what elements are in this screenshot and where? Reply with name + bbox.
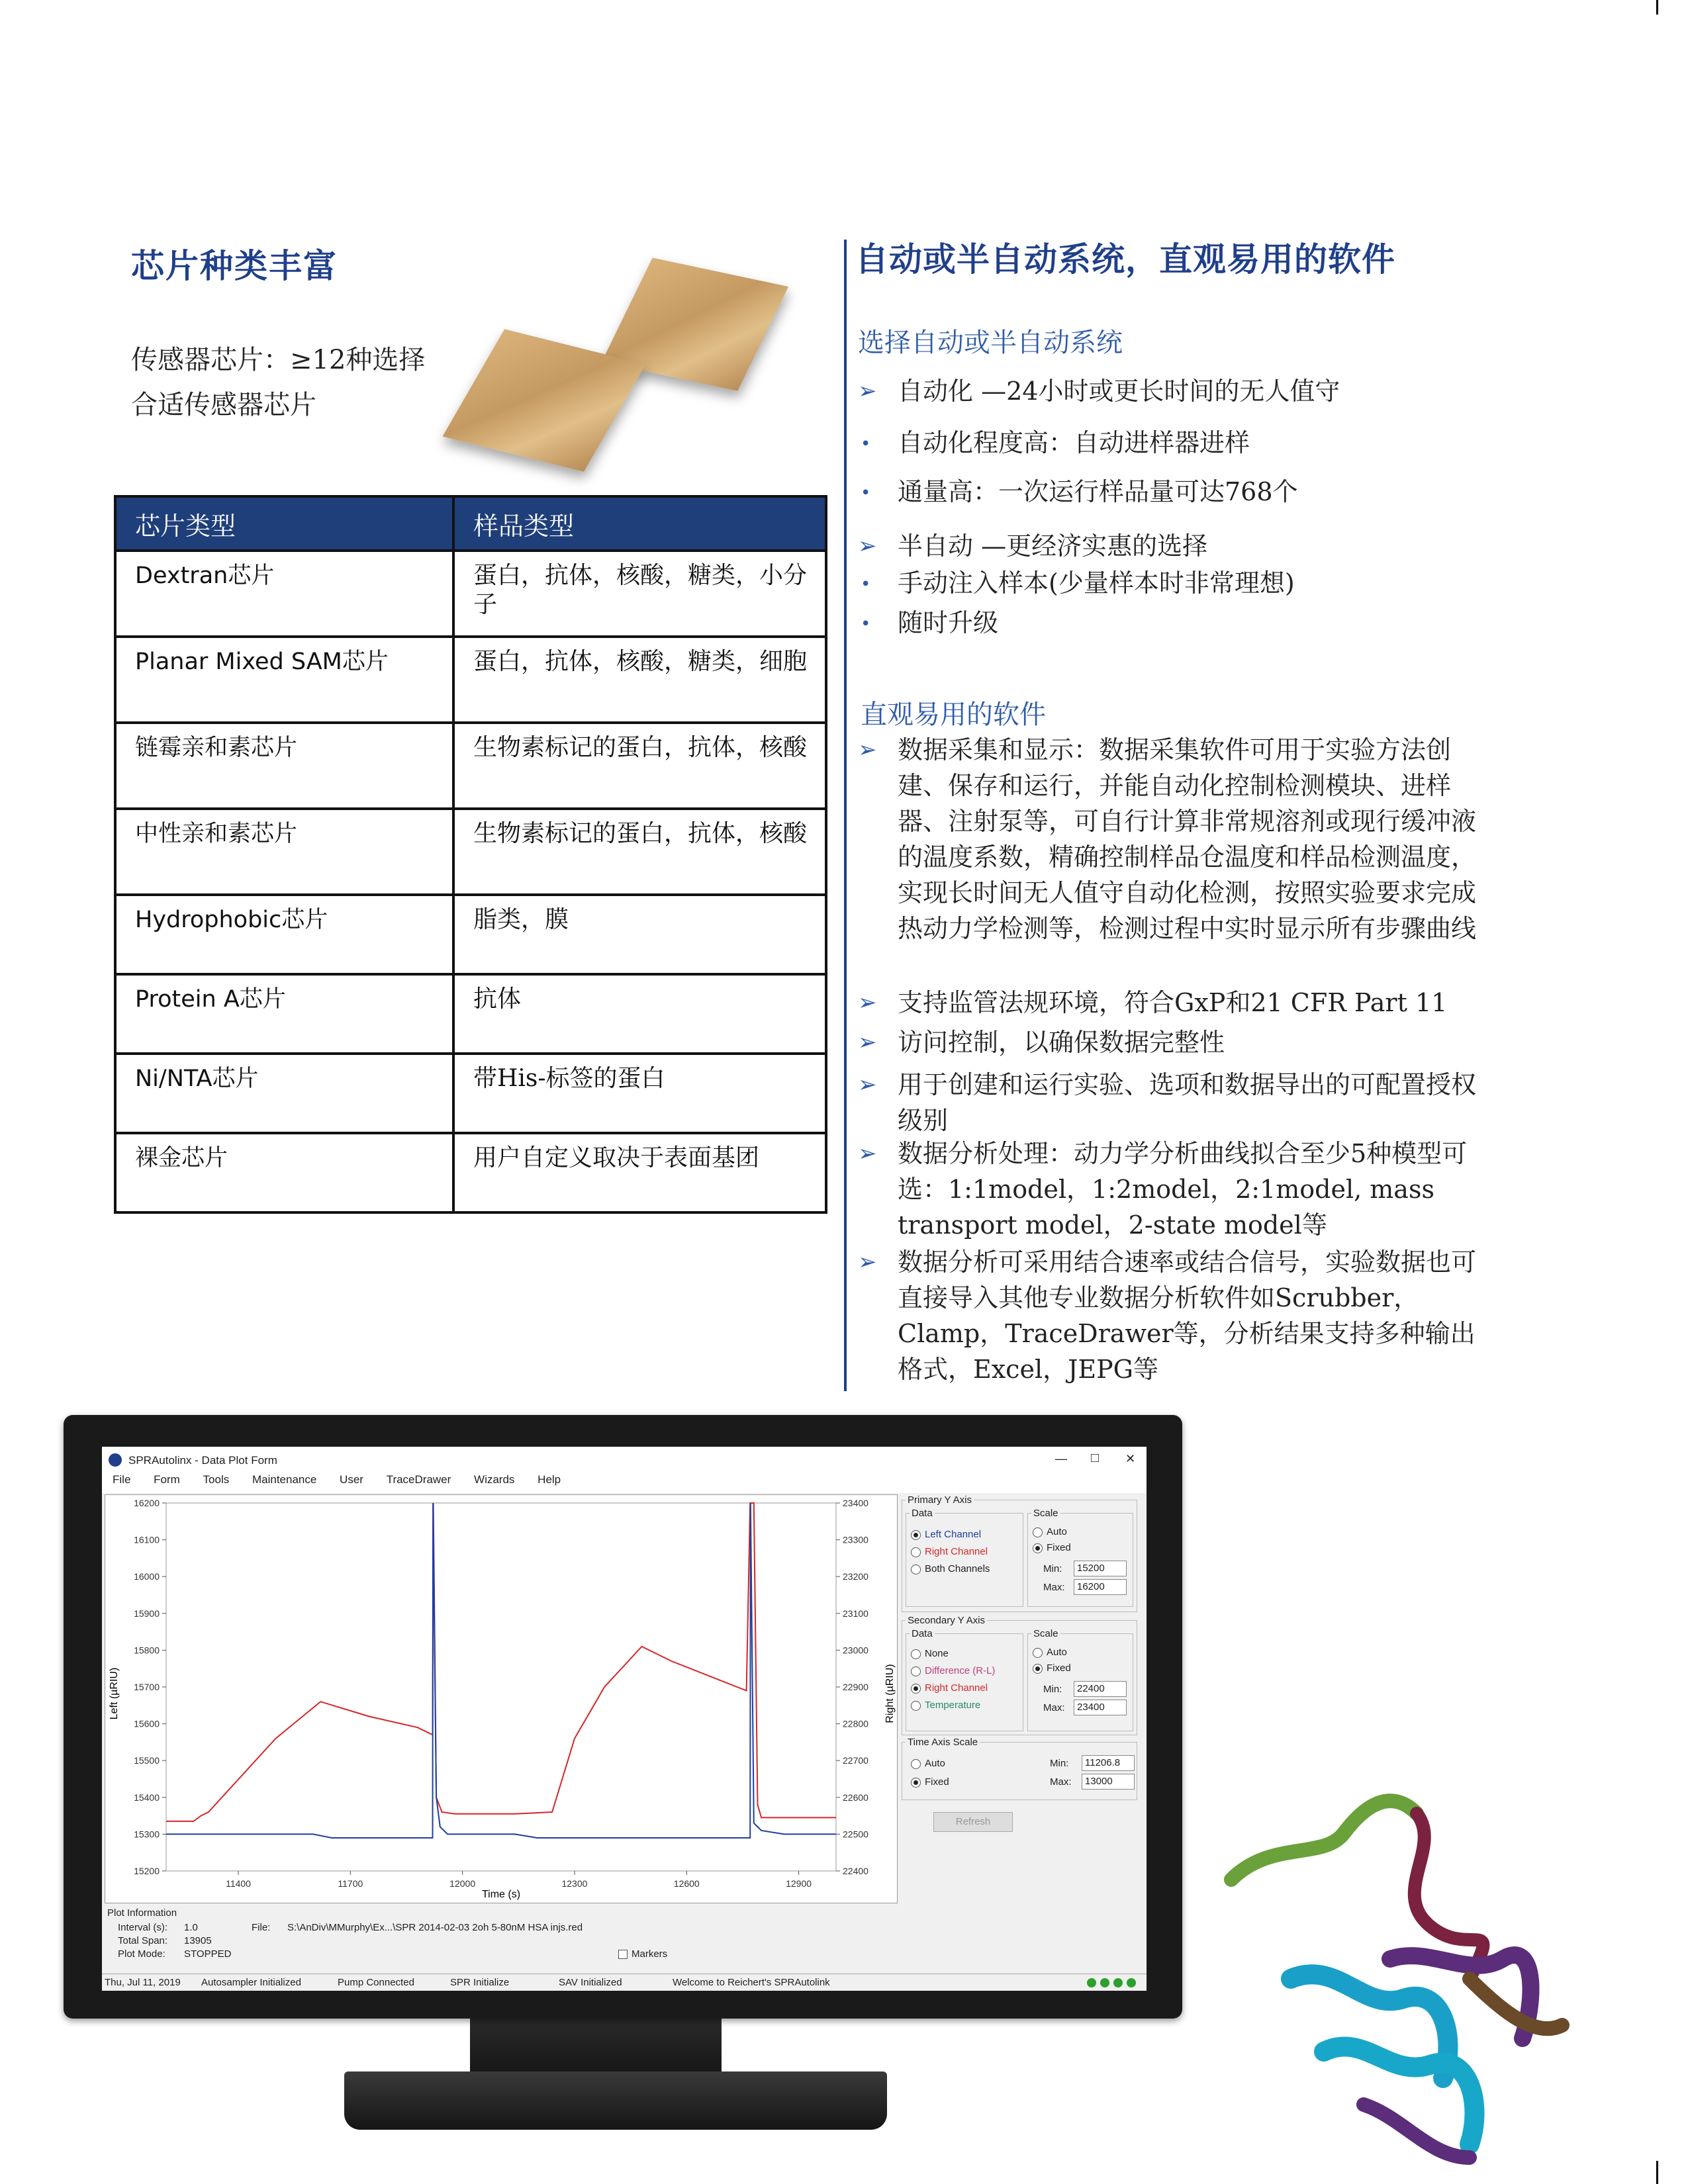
radio-icon [911,1547,921,1557]
dot-bullet-icon: • [861,574,871,594]
y-tick-label: 15300 [134,1829,160,1840]
status-welcome: Welcome to Reichert's SPRAutolink [673,1977,830,1988]
chip-type-table [114,495,827,1214]
checkbox-icon [618,1950,628,1959]
mode-value: STOPPED [184,1948,232,1960]
chips-section-title: 芯片种类丰富 [131,246,338,285]
column-divider [844,240,847,1391]
refresh-button[interactable]: Refresh [933,1812,1013,1832]
radio-both-channels[interactable]: Both Channels [911,1563,990,1574]
markers-checkbox[interactable]: Markers [618,1948,667,1960]
table-cell: 抗体 [453,974,826,1054]
primary-y-data-group [906,1513,1023,1607]
time-axis-group [902,1742,1137,1800]
radio-icon [911,1759,921,1769]
y2-tick-label: 22600 [843,1792,868,1803]
y2-tick-label: 22900 [843,1682,868,1692]
status-pump: Pump Connected [338,1977,414,1988]
list-item: • 自动化程度高：自动进样器进样 [858,425,1500,461]
y-tick-label: 15400 [134,1792,160,1803]
list-item: ➢ 数据采集和显示：数据采集软件可用于实验方法创建、保存和运行，并能自动化控制检测模块、进样器、注射泵等，可自行计算非常规溶剂或现行缓冲液的温度系数，精确控制样品仓温度和样品检测温度，实现长时间无人值守自动化检测，按照实验要求完成热动力学检测等，检测过程中实时显示所有步骤曲线 [858,732,1493,946]
series-line-0 [166,1503,836,1821]
plot-information [105,1906,896,1972]
y-axis-label: Left (µRIU) [109,1667,120,1720]
window-titlebar [102,1447,1147,1473]
radio-icon [911,1565,921,1574]
primary-min-field[interactable]: 15200 [1074,1561,1127,1576]
table-row [115,1133,826,1212]
table-cell: Hydrophobic芯片 [115,895,453,974]
secondary-min-field[interactable]: 22400 [1074,1681,1127,1697]
table-cell: Dextran芯片 [115,551,453,637]
table-cell: 中性亲和素芯片 [115,809,453,895]
time-min-field[interactable]: 11206.8 [1082,1755,1135,1771]
axis-settings-panel [902,1494,1143,1902]
list-item: ➢ 访问控制，以确保数据完整性 [858,1024,1500,1060]
time-max-label: Max: [1050,1776,1072,1788]
radio-icon [1033,1527,1043,1537]
radio-time-fixed[interactable]: Fixed [911,1776,949,1788]
app-logo-icon [109,1453,122,1467]
radio-primary-fixed[interactable]: Fixed [1033,1542,1071,1553]
crop-mark-bottom [1656,2161,1658,2184]
primary-y-data-title: Data [910,1508,935,1519]
status-indicator-icon [1113,1978,1123,1987]
y2-tick-label: 22500 [843,1829,868,1840]
crop-mark-top [1656,0,1658,15]
x-tick-label: 12600 [673,1878,700,1889]
list-item: • 随时升级 [858,605,1500,641]
menu-wizards[interactable]: Wizards [474,1473,515,1486]
list-item: ➢ 用于创建和运行实验、选项和数据导出的可配置授权级别 [858,1067,1493,1138]
secondary-min-label: Min: [1043,1684,1062,1695]
table-row [115,895,826,974]
radio-secondary-fixed[interactable]: Fixed [1033,1662,1071,1674]
table-row [115,974,826,1054]
table-cell: 生物素标记的蛋白，抗体，核酸 [453,723,826,809]
table-cell: 脂类，膜 [453,895,826,974]
chips-intro [131,338,425,428]
status-sav: SAV Initialized [559,1977,622,1988]
window-title: SPRAutolinx - Data Plot Form [128,1454,277,1467]
x-tick-label: 12300 [561,1878,588,1889]
table-cell: Planar Mixed SAM芯片 [115,637,453,723]
monitor-stand-base [344,2071,887,2130]
menu-user[interactable]: User [340,1473,363,1486]
y-tick-label: 16200 [134,1498,160,1508]
menu-bar [102,1473,1147,1493]
chips-intro-line1: 传感器芯片：≥12种选择 [131,345,426,375]
dot-bullet-icon: • [861,614,871,634]
primary-max-label: Max: [1043,1582,1065,1593]
y-tick-label: 16000 [134,1571,160,1582]
list-item: • 手动注入样本(少量样本时非常理想) [858,565,1500,601]
y-tick-label: 15500 [134,1755,160,1766]
arrow-bullet-icon: ➢ [858,1071,877,1098]
status-bar [102,1974,1147,1991]
primary-max-field[interactable]: 16200 [1074,1579,1127,1595]
secondary-y-data-title: Data [910,1628,935,1639]
radio-selected-icon [1033,1664,1043,1674]
radio-icon [911,1649,921,1659]
radio-selected-icon [911,1684,921,1694]
y2-tick-label: 23200 [843,1571,868,1582]
status-indicator-icon [1087,1978,1096,1987]
x-tick-label: 12000 [449,1878,476,1889]
arrow-bullet-icon: ➢ [858,989,877,1016]
menu-maintenance[interactable]: Maintenance [252,1473,317,1486]
y-tick-label: 15600 [134,1718,160,1729]
subheading-automation: 选择自动或半自动系统 [858,328,1123,358]
menu-help[interactable]: Help [538,1473,561,1486]
dot-bullet-icon: • [861,434,871,454]
radio-icon [911,1701,921,1711]
arrow-bullet-icon: ➢ [858,1029,877,1056]
radio-selected-icon [1033,1543,1043,1553]
span-value: 13905 [184,1935,212,1946]
arrow-bullet-icon: ➢ [858,737,877,763]
plot-info-heading: Plot Information [107,1907,177,1919]
list-item: ➢ 支持监管法规环境，符合GxP和21 CFR Part 11 [858,985,1500,1021]
table-header-chip-type: 芯片类型 [115,496,453,551]
chips-intro-line2: 合适传感器芯片 [131,390,316,420]
y2-tick-label: 22700 [843,1755,868,1766]
arrow-bullet-icon: ➢ [858,533,877,559]
table-header-row [115,496,826,551]
radio-selected-icon [911,1778,921,1788]
radio-selected-icon [911,1530,921,1540]
secondary-max-label: Max: [1043,1702,1065,1713]
software-section-title: 自动或半自动系统，直观易用的软件 [855,240,1395,279]
secondary-y-scale-title: Scale [1031,1628,1060,1639]
menu-file[interactable]: File [113,1473,131,1486]
table-cell: 用户自定义取决于表面基团 [453,1133,826,1212]
table-cell: 蛋白，抗体，核酸，糖类，细胞 [453,637,826,723]
maximize-button[interactable]: □ [1091,1451,1100,1465]
minimize-button[interactable]: — [1055,1452,1067,1465]
protein-structure-image [1192,1760,1655,2184]
file-label: File: [252,1922,271,1933]
radio-left-channel[interactable]: Left Channel [911,1529,981,1540]
table-row [115,551,826,637]
radio-right-channel[interactable]: Right Channel [911,1546,988,1557]
x-axis-label: Time (s) [481,1889,521,1900]
radio-none[interactable]: None [911,1648,949,1659]
arrow-bullet-icon: ➢ [858,378,877,404]
radio-difference[interactable]: Difference (R-L) [911,1665,995,1676]
monitor [64,1415,1182,2019]
primary-y-scale-title: Scale [1031,1508,1060,1519]
time-max-field[interactable]: 13000 [1082,1774,1135,1790]
radio-secondary-auto[interactable]: Auto [1033,1647,1067,1658]
y-tick-label: 16100 [134,1534,160,1545]
x-tick-label: 11400 [226,1878,251,1889]
interval-value: 1.0 [184,1922,198,1933]
menu-form[interactable]: Form [154,1473,180,1486]
list-item: ➢ 自动化 —24小时或更长时间的无人值守 [858,373,1500,409]
mode-label: Plot Mode: [118,1948,165,1960]
list-item: ➢ 数据分析可采用结合速率或结合信号，实验数据也可直接导入其他专业数据分析软件如Scrubber，Clamp，TraceDrawer等，分析结果支持多种输出格式，Excel，JEPG等 [858,1244,1493,1387]
time-min-label: Min: [1050,1758,1069,1769]
y-tick-label: 15200 [134,1866,160,1876]
close-button[interactable]: ✕ [1125,1452,1136,1465]
radio-time-auto[interactable]: Auto [911,1758,945,1769]
table-cell: 蛋白，抗体，核酸，糖类，小分子 [453,551,826,637]
x-tick-label: 11700 [338,1878,363,1889]
y-tick-label: 15700 [134,1682,160,1692]
arrow-bullet-icon: ➢ [858,1140,877,1167]
table-header-sample-type: 样品类型 [453,496,826,551]
table-row [115,723,826,809]
table-cell: 裸金芯片 [115,1133,453,1212]
primary-min-label: Min: [1043,1563,1062,1574]
table-cell: 带His-标签的蛋白 [453,1054,826,1133]
table-row [115,809,826,895]
y2-tick-label: 22800 [843,1718,868,1729]
status-spr: SPR Initialize [450,1977,510,1988]
secondary-max-field[interactable]: 23400 [1074,1700,1127,1715]
primary-y-title: Primary Y Axis [906,1494,974,1506]
y2-tick-label: 23400 [843,1498,868,1508]
table-cell: 链霉亲和素芯片 [115,723,453,809]
radio-icon [1033,1648,1043,1658]
list-item: • 通量高：一次运行样品量可达768个 [858,474,1500,510]
x-tick-label: 12900 [786,1878,812,1889]
status-date: Thu, Jul 11, 2019 [105,1977,181,1988]
table-row [115,637,826,723]
span-label: Total Span: [118,1935,168,1946]
y2-tick-label: 23100 [843,1608,868,1619]
secondary-y-title: Secondary Y Axis [906,1615,987,1626]
interval-label: Interval (s): [118,1922,168,1933]
app-window [102,1447,1147,1991]
dot-bullet-icon: • [861,483,871,503]
y-tick-label: 15900 [134,1608,160,1619]
arrow-bullet-icon: ➢ [858,1249,877,1275]
y-tick-label: 15800 [134,1645,160,1656]
data-plot[interactable] [105,1494,898,1903]
series-line-1 [166,1503,836,1838]
radio-primary-auto[interactable]: Auto [1033,1526,1067,1537]
table-cell: Ni/NTA芯片 [115,1054,453,1133]
table-cell: 生物素标记的蛋白，抗体，核酸 [453,809,826,895]
status-indicator-icon [1127,1978,1136,1987]
time-axis-title: Time Axis Scale [906,1737,980,1748]
list-item: ➢ 数据分析处理：动力学分析曲线拟合至少5种模型可选：1:1model，1:2model，2:1model, mass transport model，2-state model等 [858,1136,1493,1243]
list-item: ➢ 半自动 —更经济实惠的选择 [858,528,1500,564]
sensorgram-chart [105,1495,897,1903]
status-autosampler: Autosampler Initialized [201,1977,301,1988]
radio-temperature[interactable]: Temperature [911,1700,980,1711]
y2-axis-label: Right (µRIU) [884,1664,896,1723]
radio-secondary-right-channel[interactable]: Right Channel [911,1682,988,1694]
table-row [115,1054,826,1133]
menu-tracedrawer[interactable]: TraceDrawer [386,1473,451,1486]
subheading-software: 直观易用的软件 [861,700,1046,730]
y2-tick-label: 23000 [843,1645,868,1656]
status-indicator-icon [1100,1978,1109,1987]
radio-icon [911,1666,921,1676]
table-cell: Protein A芯片 [115,974,453,1054]
file-path: S:\AnDiv\MMurphy\Ex...\SPR 2014-02-03 2oh 5-80nM HSA injs.red [287,1922,583,1933]
y2-tick-label: 22400 [843,1866,868,1876]
y2-tick-label: 23300 [843,1534,868,1545]
menu-tools[interactable]: Tools [203,1473,230,1486]
